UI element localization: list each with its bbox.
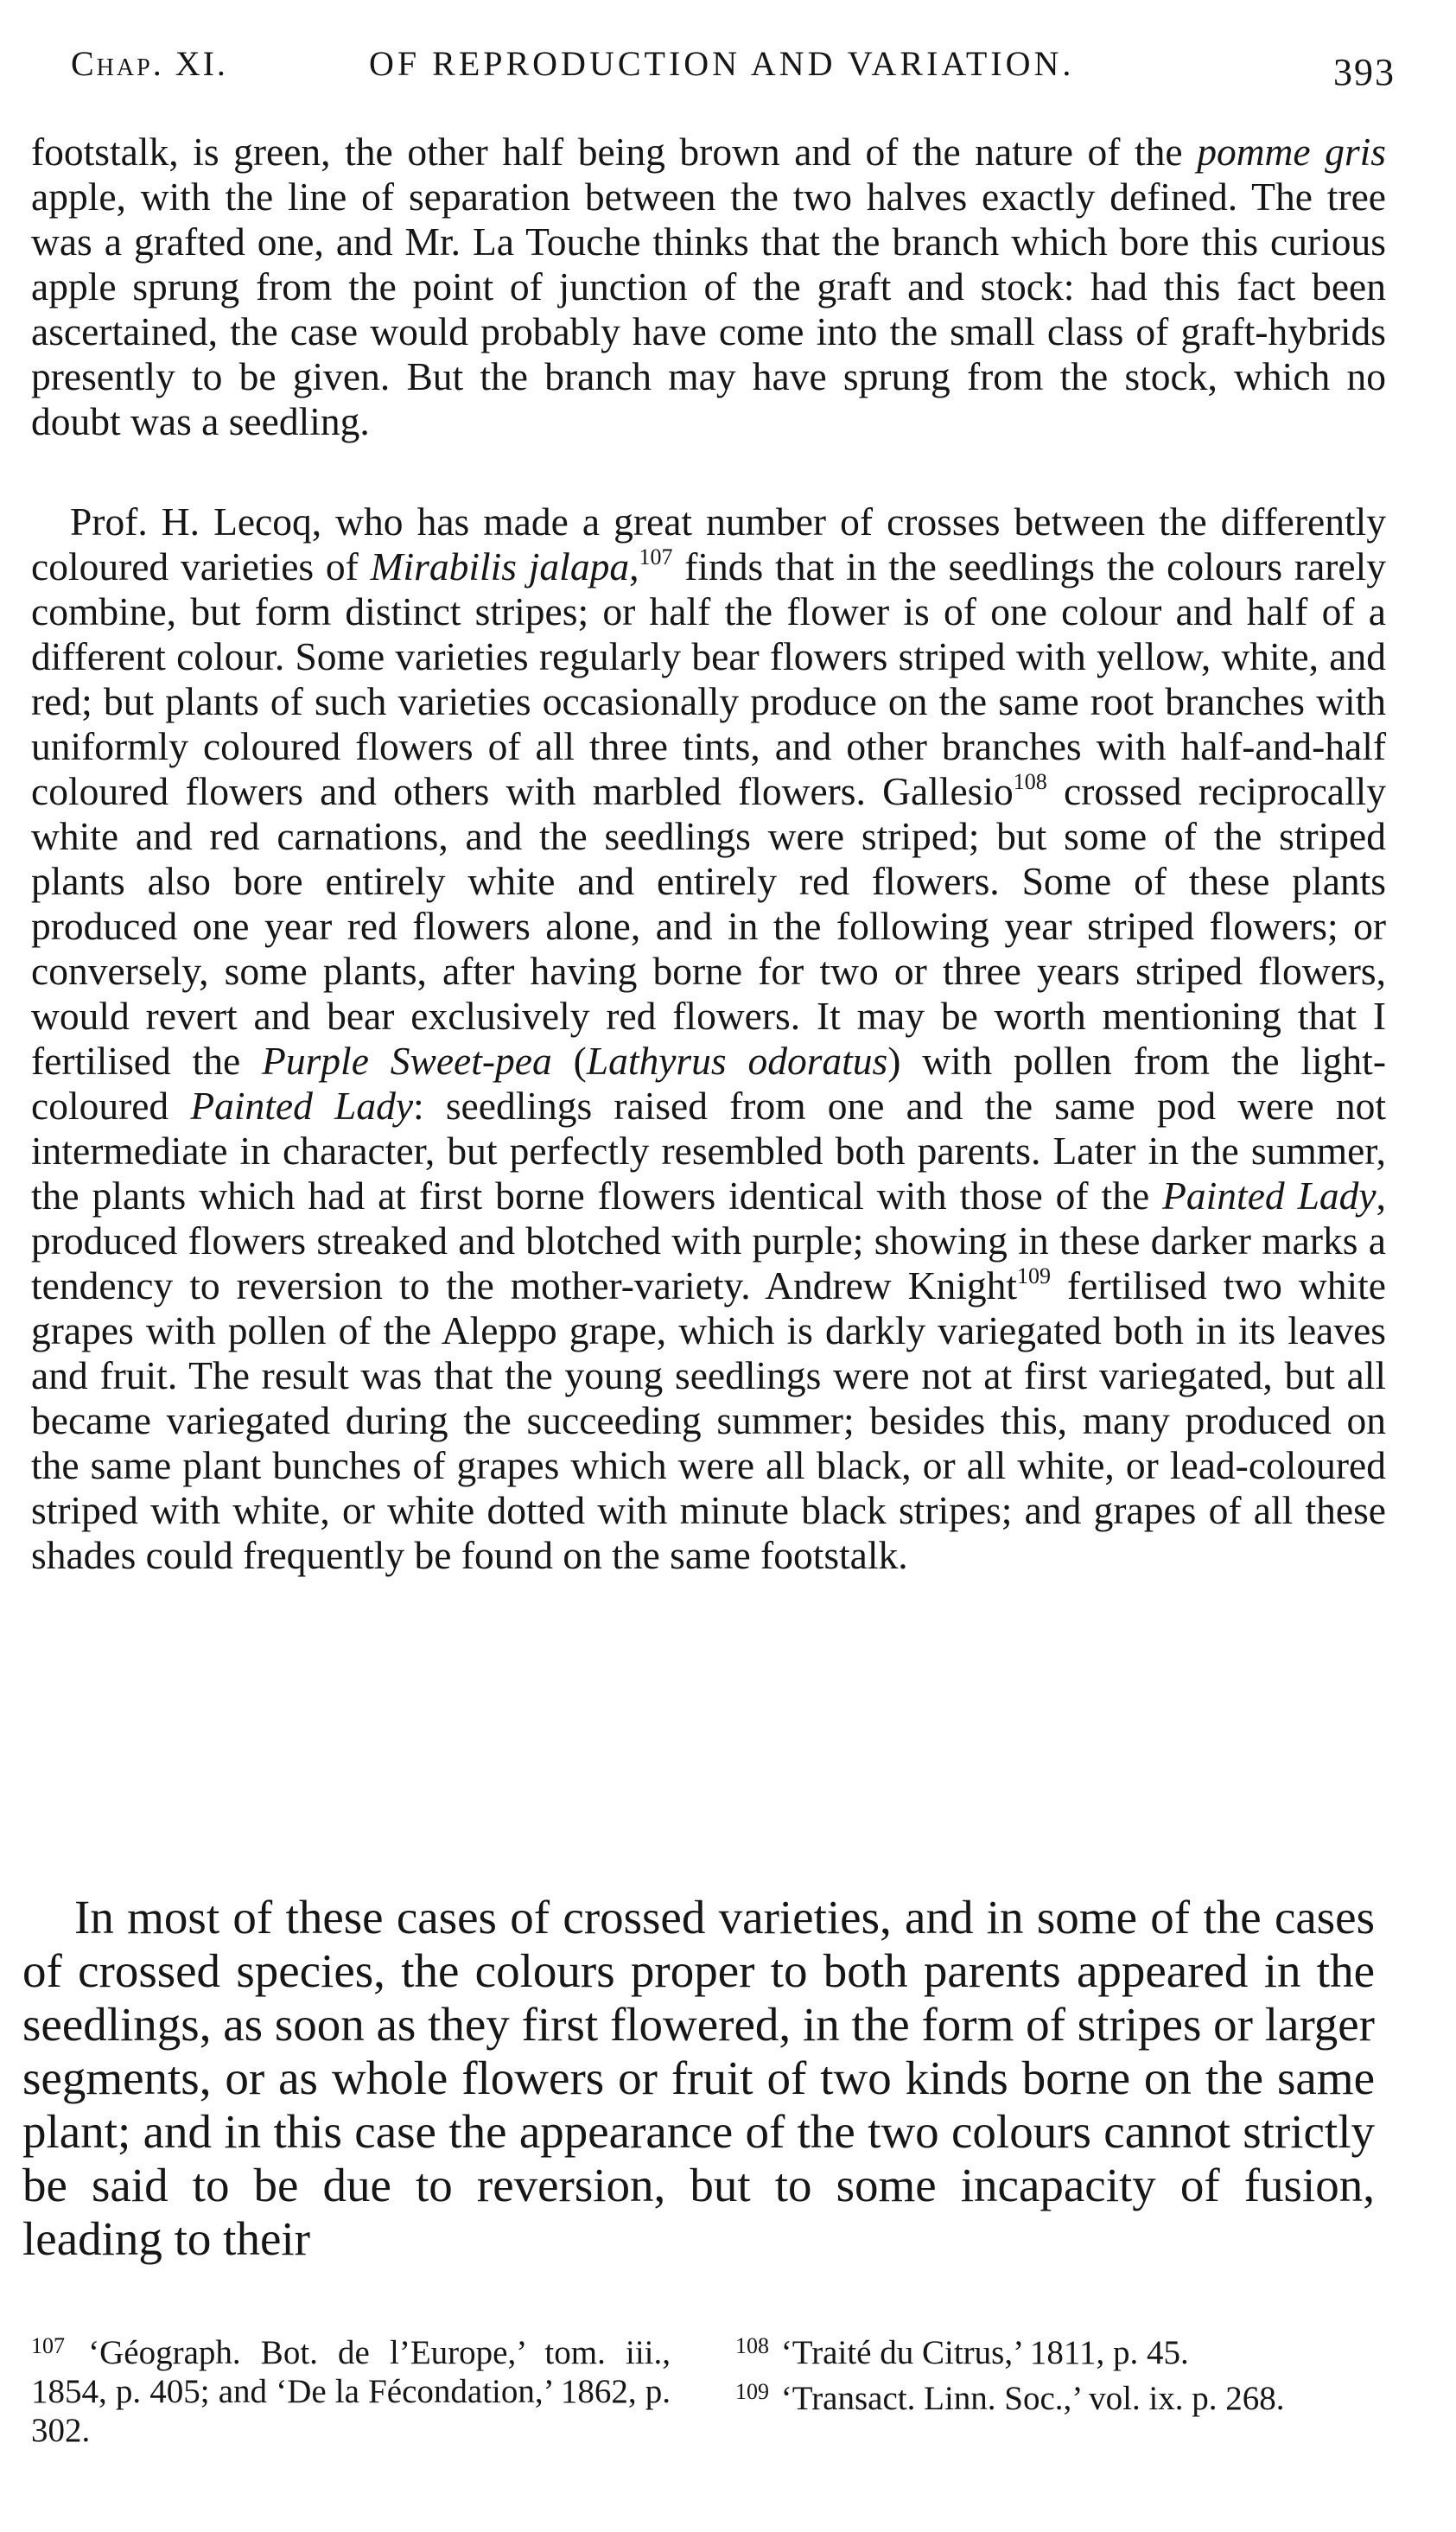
footnote-column-right — [735, 2326, 1379, 2418]
extract-paragraph-1 — [31, 130, 1386, 444]
footnote-mark: 109 — [735, 2379, 769, 2404]
footnote-mark: 107 — [31, 2333, 65, 2358]
extract-paragraph-2-text: Prof. H. Lecoq, who has made a great number of crosses between the differently coloured varieties of Mirabilis jalapa,$^{107}$ finds that in the seedlings the colours rarely combine, but form distinct stripes; or half the flower is of one colour and half of a different colour. Some varieties regularly bear flowers striped with yellow, white, and red; but plants of such varieties occasionally produce on the same root branches with uniformly coloured flowers of all three tints, and other branches with half-and-half coloured flowers and others with marbled flowers. Gallesio$^{108}$ crossed reciprocally white and red carnations, and the seedlings were striped; but some of the striped plants also bore entirely white and entirely red flowers. Some of these plants produced one year red flowers alone, and in the following year striped flowers; or conversely, some plants, after having borne for two or three years striped flowers, would revert and bear exclusively red flowers. It may be worth mentioning that I fertilised the Purple Sweet-pea (Lathyrus odoratus) with pollen from the light-coloured Painted Lady: seedlings raised from one and the same pod were not intermediate in character, but perfectly resembled both parents. Later in the summer, the plants which had at first borne flowers identical with those of the Painted Lady, produced flowers streaked and blotched with purple; showing in these darker marks a tendency to reversion to the mother-variety. Andrew Knight$^{109}$ fertilised two white grapes with pollen of the Aleppo grape, which is darkly variegated both in its leaves and fruit. The result was that the young seedlings were not at first variegated, but all became variegated during the succeeding summer; besides this, many produced on the same plant bunches of grapes which were all black, or all white, or lead-coloured striped with white, or white dotted with minute black stripes; and grapes of all these shades could frequently be found on the same footstalk. — [31, 499, 1386, 1577]
chapter-label: Chap. XI. — [71, 44, 228, 83]
footnote-text: ‘Géograph. Bot. de l’Europe,’ tom. iii., 1854, p. 405; and ‘De la Fécondation,’ 1862, p. 302. — [31, 2334, 671, 2449]
footnote-text: ‘Transact. Linn. Soc.,’ vol. ix. p. 268. — [780, 2380, 1285, 2417]
extract-paragraph-2 — [31, 499, 1386, 1578]
footnote-mark: 108 — [735, 2333, 769, 2358]
running-header — [71, 43, 1396, 95]
footnote-108 — [735, 2326, 1379, 2372]
footnote-107 — [31, 2326, 671, 2450]
footnote-text: ‘Traité du Citrus,’ 1811, p. 45. — [780, 2334, 1189, 2371]
running-title: OF REPRODUCTION AND VARIATION. — [369, 44, 1075, 83]
page-number: 393 — [1333, 51, 1396, 93]
footnote-109 — [735, 2372, 1379, 2418]
body-paragraph: In most of these cases of crossed varieties, and in some of the cases of crossed species, the colours proper to both parents appeared in the seedlings, as soon as they first flowered, in the form of stripes or larger segments, or as whole flowers or fruit of two kinds borne on the same plant; and in this case the appearance of the two colours cannot strictly be said to be due to reversion, but to some incapacity of fusion, leading to their — [22, 1891, 1375, 2265]
extract-paragraph-1-text: footstalk, is green, the other half being brown and of the nature of the pomme gris apple, with the line of separation between the two halves exactly defined. The tree was a grafted one, and Mr. La Touche thinks that the branch which bore this curious apple sprung from the point of junction of the graft and stock: had this fact been ascertained, the case would probably have come into the small class of graft-hybrids presently to be given. But the branch may have sprung from the stock, which no doubt was a seedling. — [31, 130, 1386, 443]
footnote-column-left — [31, 2326, 671, 2450]
